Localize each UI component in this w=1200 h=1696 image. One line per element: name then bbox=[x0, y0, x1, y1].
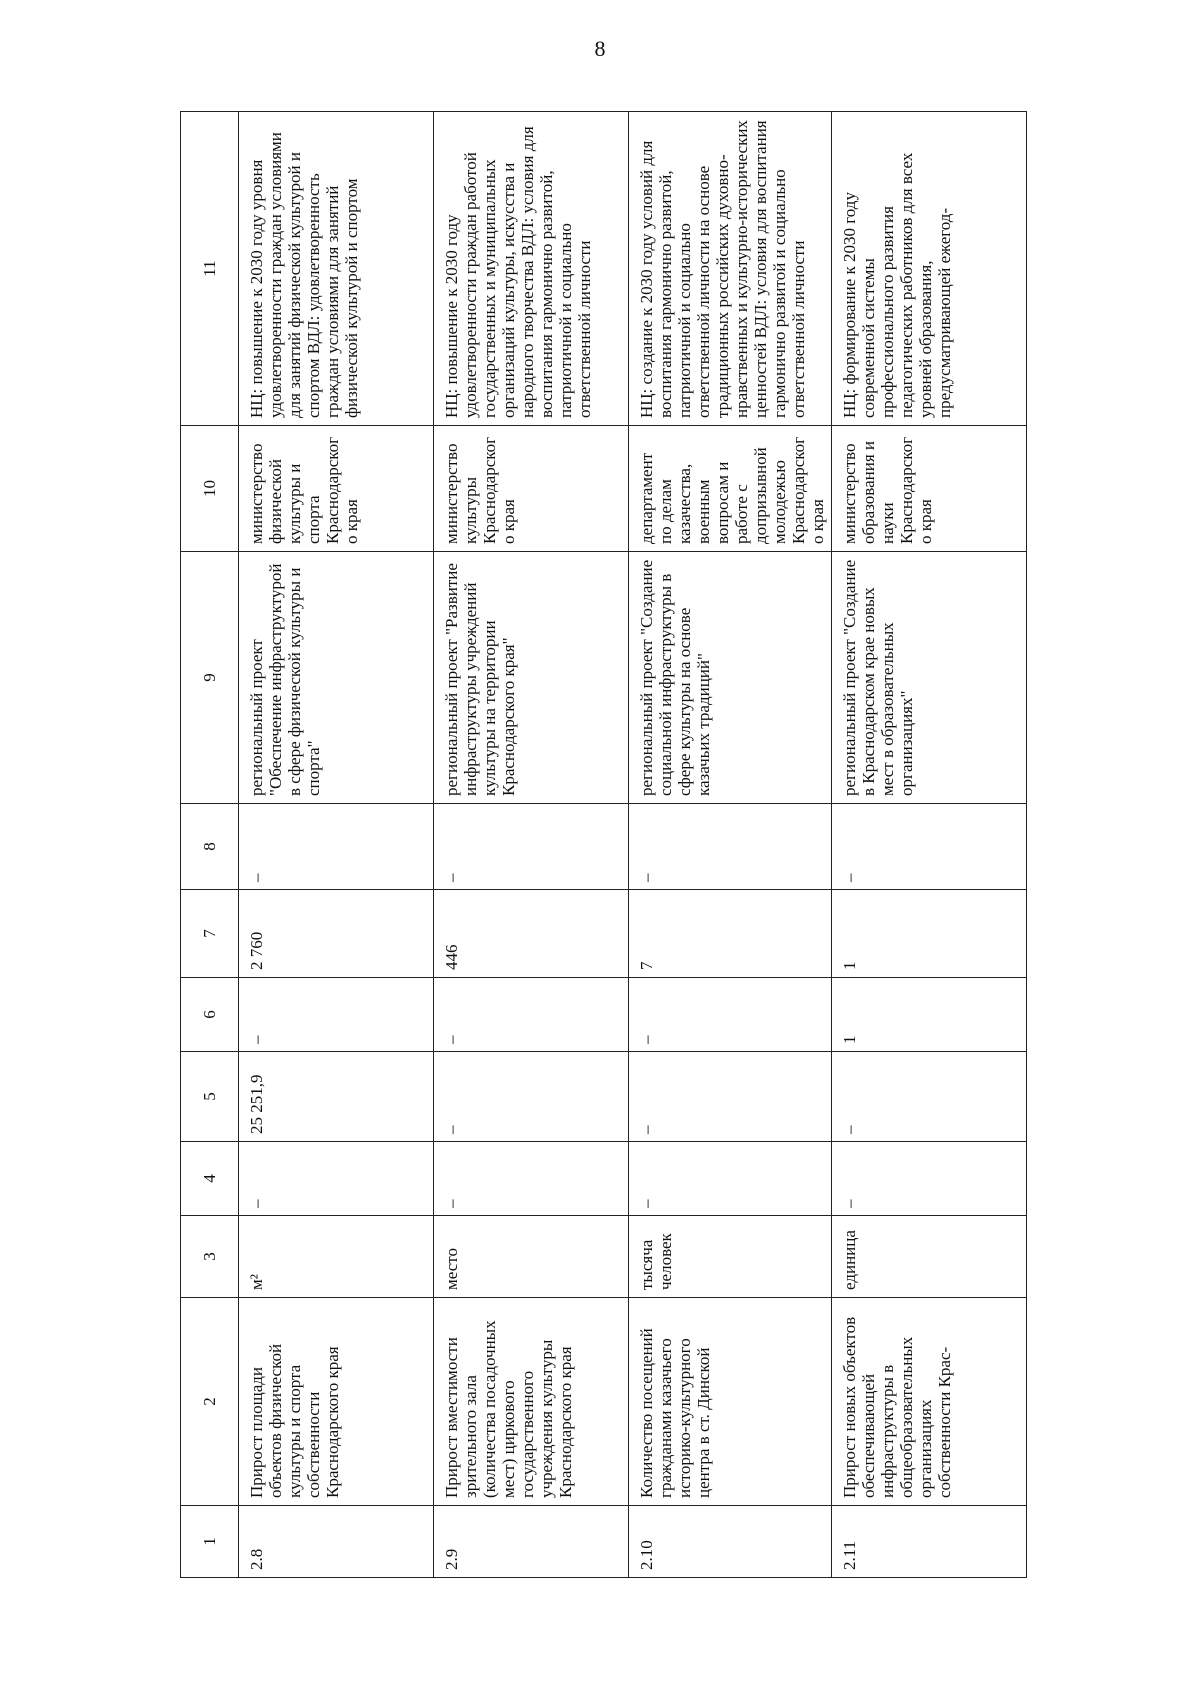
indicators-table bbox=[180, 111, 1027, 1578]
unit-cell: тысяча человек bbox=[629, 1216, 832, 1298]
value-cell: 2 760 bbox=[239, 890, 434, 978]
value-cell: – bbox=[239, 1142, 434, 1216]
table-header-row bbox=[181, 112, 239, 1578]
value-cell: – bbox=[434, 804, 629, 890]
header-cell: 7 bbox=[181, 890, 239, 978]
value-cell: – bbox=[434, 978, 629, 1052]
value-cell: 446 bbox=[434, 890, 629, 978]
table-row bbox=[832, 112, 1027, 1578]
indicator-name: Прирост вместимости зрительного зала (количества посадочных мест) циркового государственного учреждения культуры Краснодарского края bbox=[434, 1298, 629, 1506]
value-cell: – bbox=[434, 1142, 629, 1216]
header-cell: 8 bbox=[181, 804, 239, 890]
responsible-cell: департамент по делам казачества, военным вопросам и работе с допризывной молодежью Краснодарского края bbox=[629, 426, 832, 552]
value-cell: – bbox=[629, 978, 832, 1052]
table-row bbox=[434, 112, 629, 1578]
project-cell: региональный проект "Создание в Краснодарском крае новых мест в образовательных организациях" bbox=[832, 552, 1027, 804]
header-cell: 5 bbox=[181, 1052, 239, 1142]
header-cell: 3 bbox=[181, 1216, 239, 1298]
value-cell: – bbox=[832, 804, 1027, 890]
project-cell: региональный проект "Создание социальной инфраструктуры в сфере культуры на основе казачьих традиций" bbox=[629, 552, 832, 804]
responsible-cell: министерство физической культуры и спорта Краснодарского края bbox=[239, 426, 434, 552]
project-cell: региональный проект "Развитие инфраструктуры учреждений культуры на территории Краснодарского края" bbox=[434, 552, 629, 804]
value-cell: – bbox=[629, 1052, 832, 1142]
responsible-cell: министерство образования и науки Краснодарского края bbox=[832, 426, 1027, 552]
row-number: 2.8 bbox=[239, 1506, 434, 1578]
row-number: 2.10 bbox=[629, 1506, 832, 1578]
value-cell: 1 bbox=[832, 890, 1027, 978]
project-cell: региональный проект "Обеспечение инфраструктурой в сфере физической культуры и спорта" bbox=[239, 552, 434, 804]
indicator-name: Прирост площади объектов физической культуры и спорта собственности Краснодарского края bbox=[239, 1298, 434, 1506]
rotated-table-wrapper bbox=[180, 112, 1020, 1578]
row-number: 2.9 bbox=[434, 1506, 629, 1578]
unit-cell: единица bbox=[832, 1216, 1027, 1298]
value-cell: – bbox=[832, 1142, 1027, 1216]
header-cell: 10 bbox=[181, 426, 239, 552]
header-cell: 1 bbox=[181, 1506, 239, 1578]
value-cell: 1 bbox=[832, 978, 1027, 1052]
header-cell: 9 bbox=[181, 552, 239, 804]
header-cell: 2 bbox=[181, 1298, 239, 1506]
indicator-name: Количество посещений гражданами казачьего историко-культурного центра в ст. Динской bbox=[629, 1298, 832, 1506]
unit-cell: м² bbox=[239, 1216, 434, 1298]
value-cell: – bbox=[239, 978, 434, 1052]
page-number: 8 bbox=[594, 36, 606, 61]
value-cell: – bbox=[239, 804, 434, 890]
value-cell: – bbox=[629, 804, 832, 890]
value-cell: – bbox=[832, 1052, 1027, 1142]
indicator-name: Прирост новых объектов обеспечивающей инфраструктуры в общеобразовательных организациях собственности Крас- bbox=[832, 1298, 1027, 1506]
table-row bbox=[629, 112, 832, 1578]
value-cell: 7 bbox=[629, 890, 832, 978]
value-cell: – bbox=[629, 1142, 832, 1216]
goal-cell: НЦ: повышение к 2030 году удовлетворенности граждан работой государственных и муниципальных организаций культуры, искусства и народного творчества ВДЛ: условия для воспитания гармонично развитой, патриотичной и социально ответственной личности bbox=[434, 112, 629, 426]
header-cell: 11 bbox=[181, 112, 239, 426]
table-row bbox=[239, 112, 434, 1578]
value-cell: 25 251,9 bbox=[239, 1052, 434, 1142]
value-cell: – bbox=[434, 1052, 629, 1142]
row-number: 2.11 bbox=[832, 1506, 1027, 1578]
goal-cell: НЦ: повышение к 2030 году уровня удовлетворенности граждан условиями для занятий физической культурой и спортом ВДЛ: удовлетворенность граждан условиями для занятий физической культурой и спортом bbox=[239, 112, 434, 426]
responsible-cell: министерство культуры Краснодарского края bbox=[434, 426, 629, 552]
header-cell: 4 bbox=[181, 1142, 239, 1216]
header-cell: 6 bbox=[181, 978, 239, 1052]
unit-cell: место bbox=[434, 1216, 629, 1298]
goal-cell: НЦ: формирование к 2030 году современной системы профессионального развития педагогических работников для всех уровней образования, предусматривающей ежегод- bbox=[832, 112, 1027, 426]
goal-cell: НЦ: создание к 2030 году условий для воспитания гармонично развитой, патриотичной и социально ответственной личности на основе традиционных российских духовно-нравственных и культурно-исторических ценностей ВДЛ: условия для воспитания гармонично развитой и социально ответственной личности bbox=[629, 112, 832, 426]
